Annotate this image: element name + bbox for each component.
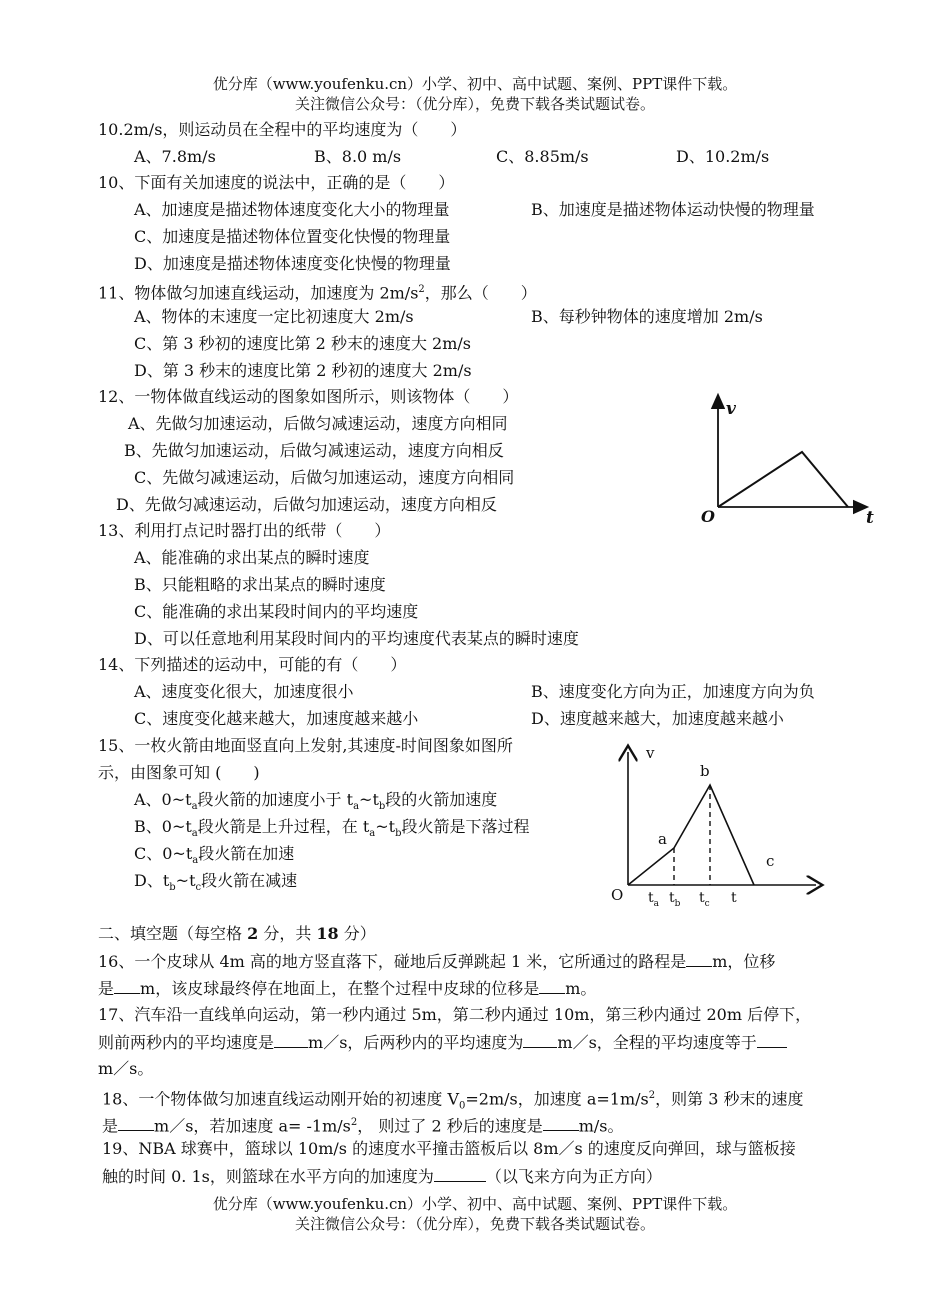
q17-line3: m／s。: [98, 1059, 154, 1078]
q10-option-a: A、加速度是描述物体速度变化大小的物理量: [134, 200, 450, 219]
q14-stem: 14、下列描述的运动中，可能的有（ ）: [98, 655, 407, 674]
page-header-line1: 优分库（www.youfenku.cn）小学、初中、高中试题、案例、PPT课件下载。: [212, 75, 738, 93]
q13-option-b: B、只能粗略的求出某点的瞬时速度: [134, 575, 386, 594]
q9-stem: 10.2m/s，则运动员在全程中的平均速度为（ ）: [98, 120, 467, 139]
q15-v-label: v: [646, 744, 655, 762]
page-header-line2: 关注微信公众号：（优分库），免费下载各类试题试卷。: [294, 95, 655, 113]
q17-blank-1[interactable]: [274, 1031, 308, 1048]
q9-option-c: C、8.85m/s: [496, 147, 589, 166]
q12-velocity-line: [718, 452, 848, 507]
q16-blank-3[interactable]: [539, 977, 565, 994]
q12-stem: 12、一物体做直线运动的图象如图所示，则该物体（ ）: [98, 387, 519, 406]
q14-option-a: A、速度变化很大，加速度很小: [134, 682, 354, 701]
q19-blank-1[interactable]: [434, 1165, 486, 1182]
q14-option-c: C、速度变化越来越大，加速度越来越小: [134, 709, 419, 728]
q12-option-c: C、先做匀减速运动，后做匀加速运动，速度方向相同: [134, 468, 515, 487]
q16-blank-2[interactable]: [114, 977, 140, 994]
q13-option-c: C、能准确的求出某段时间内的平均速度: [134, 602, 419, 621]
q14-option-b: B、速度变化方向为正，加速度方向为负: [531, 682, 815, 701]
q11-option-d: D、第 3 秒末的速度比第 2 秒初的速度大 2m/s: [134, 361, 472, 380]
q15-point-c-label: c: [766, 852, 775, 870]
q19-line2: 触的时间 0. 1s，则篮球在水平方向的加速度为 （以飞来方向为正方向）: [102, 1167, 662, 1186]
q15-point-b-label: b: [700, 762, 710, 780]
q13-stem: 13、利用打点记时器打出的纸带（ ）: [98, 521, 391, 540]
q12-option-b: B、先做匀加速运动，后做匀减速运动，速度方向相反: [124, 441, 504, 460]
q16-line2: 是 m，该皮球最终停在地面上，在整个过程中皮球的位移是 m。: [98, 979, 597, 998]
page-footer-line2: 关注微信公众号：（优分库），免费下载各类试题试卷。: [294, 1215, 655, 1233]
q15-tb-label: $t_b$: [669, 890, 681, 909]
q15-stem-line2: 示，由图象可知 ( ): [98, 763, 260, 782]
q15-origin-label: O: [611, 886, 624, 904]
q18-line2: 是 m／s，若加速度 $a= -1m/s^2$， 则过了 2 秒后的速度是 m/s。: [102, 1116, 624, 1136]
q17-line1: 17、汽车沿一直线单向运动，第一秒内通过 5m，第二秒内通过 10m，第三秒内通过 20m 后停下，: [98, 1005, 812, 1024]
q15-option-d: D、$t_b\sim t_c$段火箭在减速: [134, 871, 298, 894]
q15-rocket-vt-graph: [600, 740, 830, 910]
q15-option-b: B、$0\sim t_a$段火箭是上升过程，在 $t_a\sim t_b$段火箭是下落过程: [134, 817, 530, 840]
q12-option-a: A、先做匀加速运动，后做匀减速运动，速度方向相同: [128, 414, 508, 433]
q16-blank-1[interactable]: [686, 950, 712, 967]
q10-option-d: D、加速度是描述物体速度变化快慢的物理量: [134, 254, 451, 273]
q15-option-a: A、$0\sim t_a$段火箭的加速度小于 $t_a\sim t_b$段的火箭加速度: [134, 790, 498, 813]
q11-option-b: B、每秒钟物体的速度增加 2m/s: [531, 307, 763, 326]
q12-v-label: v: [726, 399, 736, 419]
q15-option-c: C、$0\sim t_a$段火箭在加速: [134, 844, 295, 867]
q15-tc-label: $t_c$: [699, 890, 710, 909]
q15-point-a-label: a: [658, 830, 667, 848]
q9-option-b: B、8.0 m/s: [314, 147, 402, 166]
q10-option-c: C、加速度是描述物体位置变化快慢的物理量: [134, 227, 451, 246]
q17-blank-2[interactable]: [523, 1031, 557, 1048]
q11-stem: 11、物体做匀加速直线运动，加速度为 $2m/s^2$，那么（ ）: [98, 283, 537, 303]
section2-heading: 二、填空题（每空格 2 分，共 18 分）: [98, 924, 376, 943]
q10-stem: 10、下面有关加速度的说法中，正确的是（ ）: [98, 173, 455, 192]
q19-line1: 19、NBA 球赛中，篮球以 10m/s 的速度水平撞击篮板后以 8m／s 的速度反向弹回，球与篮板接: [102, 1139, 796, 1158]
q12-option-d: D、先做匀减速运动，后做匀加速运动，速度方向相反: [116, 495, 497, 514]
q13-option-a: A、能准确的求出某点的瞬时速度: [134, 548, 370, 567]
q11-option-a: A、物体的末速度一定比初速度大 2m/s: [134, 307, 414, 326]
q17-line2: 则前两秒内的平均速度是 m／s，后两秒内的平均速度为 m／s，全程的平均速度等于: [98, 1031, 787, 1054]
q12-t-label: t: [866, 508, 874, 528]
q13-option-d: D、可以任意地利用某段时间内的平均速度代表某点的瞬时速度: [134, 629, 579, 648]
q18-line1: 18、一个物体做匀加速直线运动刚开始的初速度 $V_0=2m/s$，加速度 $a=1m/s^2$，则第 3 秒末的速度: [102, 1089, 804, 1112]
q16-line1: 16、一个皮球从 4m 高的地方竖直落下，碰地后反弹跳起 1 米，它所通过的路程是 m，位移: [98, 952, 776, 971]
q14-option-d: D、速度越来越大，加速度越来越小: [531, 709, 784, 728]
q15-ta-label: $t_a$: [648, 890, 660, 909]
q15-velocity-line: [628, 785, 754, 885]
q9-option-a: A、7.8m/s: [134, 147, 216, 166]
q15-t-end-label: t: [731, 890, 737, 906]
page-footer-line1: 优分库（www.youfenku.cn）小学、初中、高中试题、案例、PPT课件下载。: [212, 1195, 738, 1213]
q9-option-d: D、10.2m/s: [676, 147, 770, 166]
q10-option-b: B、加速度是描述物体运动快慢的物理量: [531, 200, 815, 219]
q18-blank-2[interactable]: [543, 1114, 579, 1131]
q15-stem-line1: 15、一枚火箭由地面竖直向上发射,其速度-时间图象如图所: [98, 736, 513, 755]
q11-option-c: C、第 3 秒初的速度比第 2 秒末的速度大 2m/s: [134, 334, 471, 353]
q12-vt-graph: [690, 390, 890, 530]
q12-origin-label: O: [701, 507, 715, 526]
q18-blank-1[interactable]: [118, 1114, 154, 1131]
q17-blank-3[interactable]: [757, 1031, 787, 1048]
